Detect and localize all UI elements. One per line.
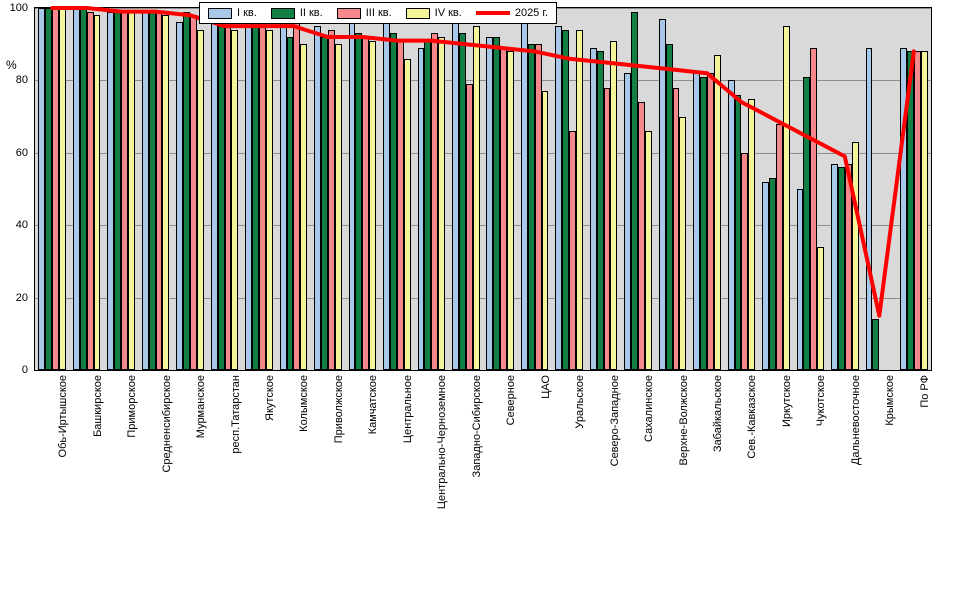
legend-item [208, 7, 257, 19]
x-tick-label: Колымское [298, 375, 311, 432]
x-tick [540, 375, 552, 399]
x-tick [57, 375, 69, 457]
x-tick [712, 375, 724, 452]
x-tick-label: Средненсибирское [160, 375, 173, 473]
x-tick [746, 375, 758, 459]
legend-label: 2025 г. [514, 7, 549, 19]
legend-label: III кв. [365, 7, 392, 19]
x-tick-label: Сахалинское [643, 375, 656, 442]
x-tick-label: Приволжское [332, 375, 345, 444]
plot-inner [35, 8, 931, 370]
line-series-2025 [35, 8, 931, 370]
x-tick-label: Северное [505, 375, 518, 426]
line-path-2025 [52, 8, 914, 316]
x-tick-label: ЦАО [539, 375, 552, 399]
x-tick [264, 375, 276, 421]
x-tick-label: Уральское [574, 375, 587, 429]
legend-swatch [208, 8, 232, 19]
legend-line-marker [476, 11, 510, 15]
y-axis-label: % [6, 58, 17, 72]
legend-item [337, 7, 392, 19]
x-tick-label: Камчатское [367, 375, 380, 435]
legend-swatch [271, 8, 295, 19]
x-tick [230, 375, 242, 454]
x-tick [161, 375, 173, 473]
y-tick-label: 0 [21, 364, 28, 376]
x-tick [126, 375, 138, 438]
x-tick-label: Северо-Западное [608, 375, 621, 467]
y-tick-label: 100 [9, 2, 28, 14]
x-tick [333, 375, 345, 443]
x-tick [298, 375, 310, 432]
x-tick [884, 375, 896, 426]
x-tick-label: Башкирское [91, 375, 104, 437]
x-tick-label: респ.Татарстан [229, 375, 242, 454]
legend-item [271, 7, 323, 19]
x-tick-label: Дальневосточное [849, 375, 862, 466]
x-tick [609, 375, 621, 466]
x-tick [505, 375, 517, 425]
legend-item [406, 7, 462, 19]
x-tick-label: Западно-Сибирское [470, 375, 483, 478]
y-tick-label: 40 [15, 219, 28, 232]
x-tick [367, 375, 379, 434]
legend-label: IV кв. [434, 7, 462, 19]
chart-legend [199, 2, 557, 24]
y-tick-label: 80 [15, 74, 28, 87]
plot-area [34, 7, 932, 371]
x-tick-label: Центрально-Черноземное [436, 375, 449, 510]
x-tick-label: Верхне-Волжское [677, 375, 690, 466]
legend-item [476, 7, 548, 19]
x-tick-label: Мурманское [195, 375, 208, 439]
x-tick-label: Якутское [264, 375, 276, 421]
x-tick-label: Приморское [126, 375, 139, 438]
x-tick-label: Центральное [401, 375, 414, 444]
x-tick [436, 375, 448, 509]
legend-label: II кв. [299, 7, 323, 19]
x-tick [643, 375, 655, 442]
x-tick [471, 375, 483, 477]
x-tick-label: По РФ [918, 375, 931, 408]
x-tick-label: Забайкальское [712, 375, 724, 453]
gridline [35, 370, 931, 371]
x-tick [781, 375, 793, 427]
x-tick-label: Обь-Иртышское [57, 375, 70, 458]
x-tick [574, 375, 586, 429]
x-tick [195, 375, 207, 438]
x-tick [815, 375, 827, 426]
legend-label: I кв. [237, 7, 257, 19]
x-tick-label: Чукотское [815, 375, 828, 427]
x-tick [678, 375, 690, 465]
y-tick-label: 60 [15, 146, 28, 159]
y-tick-label: 20 [15, 291, 28, 304]
legend-swatch [337, 8, 361, 19]
x-tick-label: Крымское [884, 375, 897, 426]
x-tick [850, 375, 862, 465]
x-tick-label: Иркутское [780, 375, 793, 428]
x-tick-label: Сев.-Кавказское [746, 375, 759, 459]
x-tick [92, 375, 104, 437]
x-tick [402, 375, 414, 443]
legend-swatch [406, 8, 430, 19]
x-tick [919, 375, 931, 408]
